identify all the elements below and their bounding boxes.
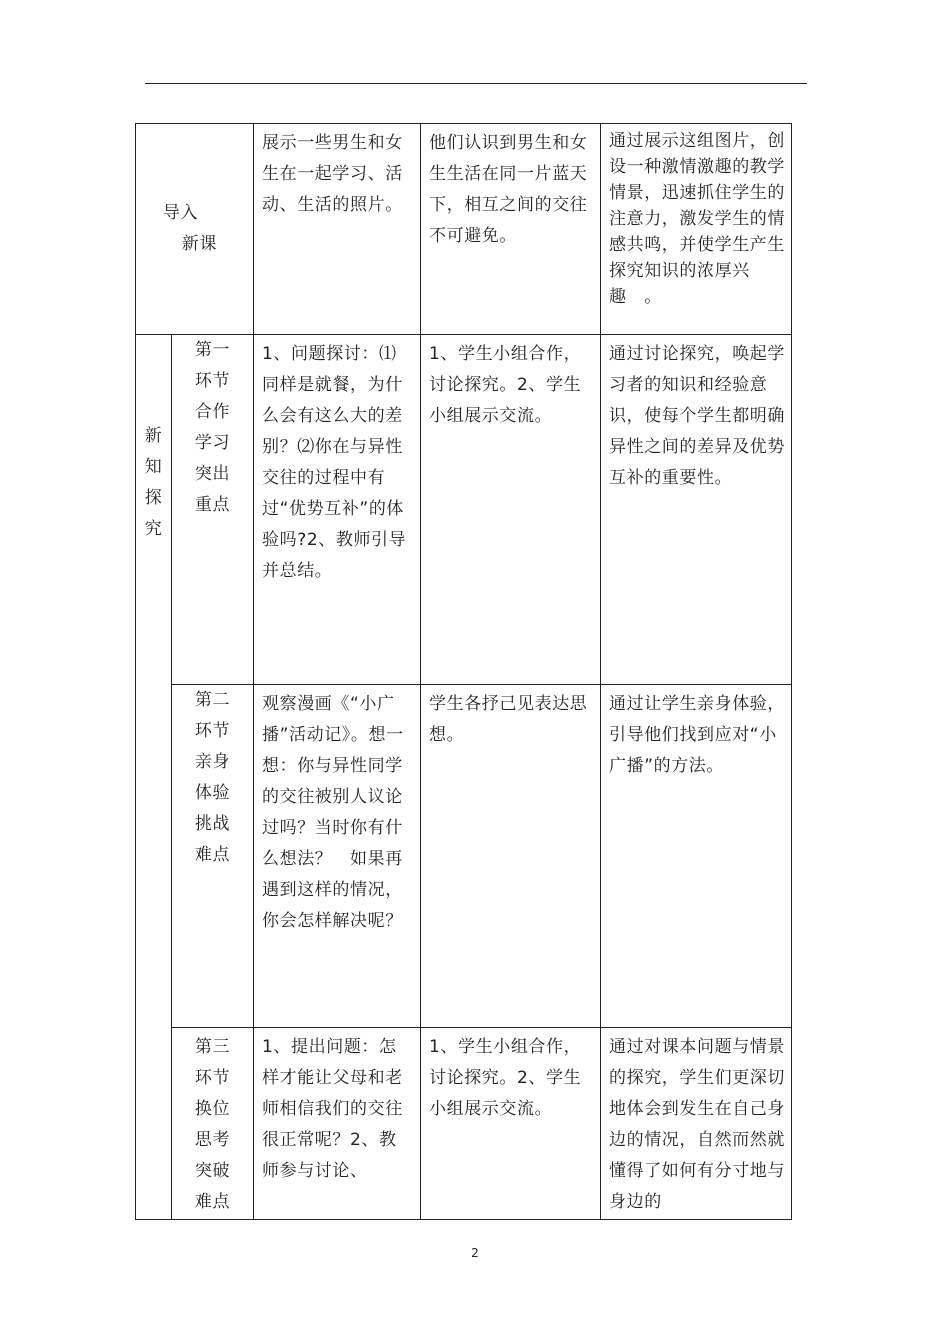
section-title-cell xyxy=(136,335,172,1220)
phase-name: 第二环节亲身体验挑战难点 xyxy=(194,690,231,865)
teacher-activity-cell: 观察漫画《“小广播”活动记》。想一想：你与异性同学的交往被别人议论过吗？当时你有什么想法？ 如果再遇到这样的情况，你会怎样解决呢？ xyxy=(254,685,421,1028)
design-intent-cell: 通过展示这组图片，创设一种激情激趣的教学情景，迅速抓住学生的注意力，激发学生的情感共鸣，并使学生产生探究知识的浓厚兴趣 。 xyxy=(601,124,792,335)
section-title: 新知探究 xyxy=(144,426,163,539)
student-activity-cell: 1、学生小组合作，讨论探究。2、学生小组展示交流。 xyxy=(421,335,601,685)
student-activity-cell: 1、学生小组合作，讨论探究。2、学生小组展示交流。 xyxy=(421,1028,601,1220)
phase-name-cell xyxy=(172,1028,254,1220)
header-rule xyxy=(145,83,807,84)
design-intent-cell: 通过对课本问题与情景的探究，学生们更深切地体会到发生在自己身边的情况，自然而然就懂得了如何有分寸地与身边的 xyxy=(601,1028,792,1220)
student-activity-cell: 学生各抒己见表达思想。 xyxy=(421,685,601,1028)
table-row-phase3 xyxy=(136,1028,792,1220)
design-intent-cell: 通过讨论探究，唤起学习者的知识和经验意识，使每个学生都明确异性之间的差异及优势互补的重要性。 xyxy=(601,335,792,685)
teacher-activity-cell: 展示一些男生和女生在一起学习、活动、生活的照片。 xyxy=(254,124,421,335)
phase-name: 第一环节合作学习突出重点 xyxy=(194,340,231,515)
table-row-intro xyxy=(136,124,792,335)
table-row-phase2 xyxy=(136,685,792,1028)
teacher-activity-cell: 1、问题探讨：⑴同样是就餐，为什么会有这么大的差别？⑵你在与异性交往的过程中有过“优势互补”的体验吗?2、教师引导并总结。 xyxy=(254,335,421,685)
stage-label-line2: 新课 xyxy=(181,234,218,254)
phase-name: 第三环节换位思考突破难点 xyxy=(194,1037,231,1212)
stage-label-line1: 导入 xyxy=(162,203,199,223)
design-intent-cell: 通过让学生亲身体验，引导他们找到应对“小广播”的方法。 xyxy=(601,685,792,1028)
table-row-phase1 xyxy=(136,335,792,685)
teacher-activity-cell: 1、提出问题：怎样才能让父母和老师相信我们的交往很正常呢？2、教师参与讨论、 xyxy=(254,1028,421,1220)
page-number: 2 xyxy=(471,1246,479,1260)
lesson-plan-table xyxy=(135,123,792,1220)
phase-name-cell xyxy=(172,335,254,685)
stage-cell-intro xyxy=(136,124,254,335)
phase-name-cell xyxy=(172,685,254,1028)
student-activity-cell: 他们认识到男生和女生生活在同一片蓝天下，相互之间的交往不可避免。 xyxy=(421,124,601,335)
